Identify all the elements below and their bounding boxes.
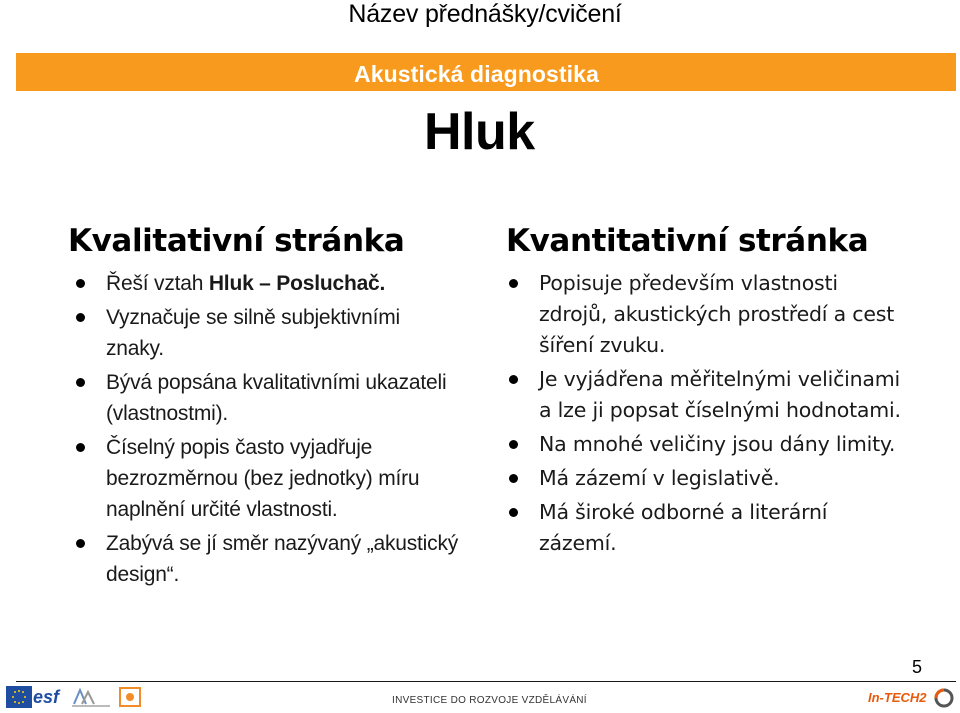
footer-slogan: INVESTICE DO ROZVOJE VZDĚLÁVÁNÍ [392,695,587,706]
list-item: Vyznačuje se silně subjektivními znaky. [70,302,460,364]
list-item [70,268,460,299]
footer-divider [16,681,956,682]
ministry-logo [68,686,114,708]
slide-title: Hluk [424,103,535,161]
list-item: Zabývá se jí směr nazývaný „akustický design“. [70,528,460,590]
right-bullet-list [503,268,903,562]
list-item: Má široké odborné a literární zázemí. [503,497,903,559]
list-item: Popisuje především vlastnosti zdrojů, akustických prostředí a cest šíření zvuku. [503,268,903,361]
esf-logo: esf [33,687,60,707]
left-bullet-list [70,268,460,593]
bullet-text: Řeší vztah [106,272,209,295]
course-title: Akustická diagnostika [354,61,599,87]
eu-flag-logo [6,686,32,708]
list-item: Na mnohé veličiny jsou dány limity. [503,429,903,460]
list-item: Bývá popsána kvalitativními ukazateli (vlastnostmi). [70,367,460,429]
lecture-title: Název přednášky/cvičení [348,0,622,28]
list-item: Je vyjádřena měřitelnými veličinami a lze ji popsat číselnými hodnotami. [503,364,903,426]
op-logo [118,686,142,708]
left-column-heading: Kvalitativní stránka [68,223,405,259]
course-banner [16,53,956,91]
page-number: 5 [912,657,923,677]
intech-logo: In-TECH2 [868,686,956,708]
right-column-heading: Kvantitativní stránka [506,223,869,259]
list-item: Má zázemí v legislativě. [503,463,903,494]
bullet-bold-text: Hluk – Posluchač. [208,272,386,295]
list-item: Číselný popis často vyjadřuje bezrozměrnou (bez jednotky) míru naplnění určité vlastnosti. [70,432,460,525]
